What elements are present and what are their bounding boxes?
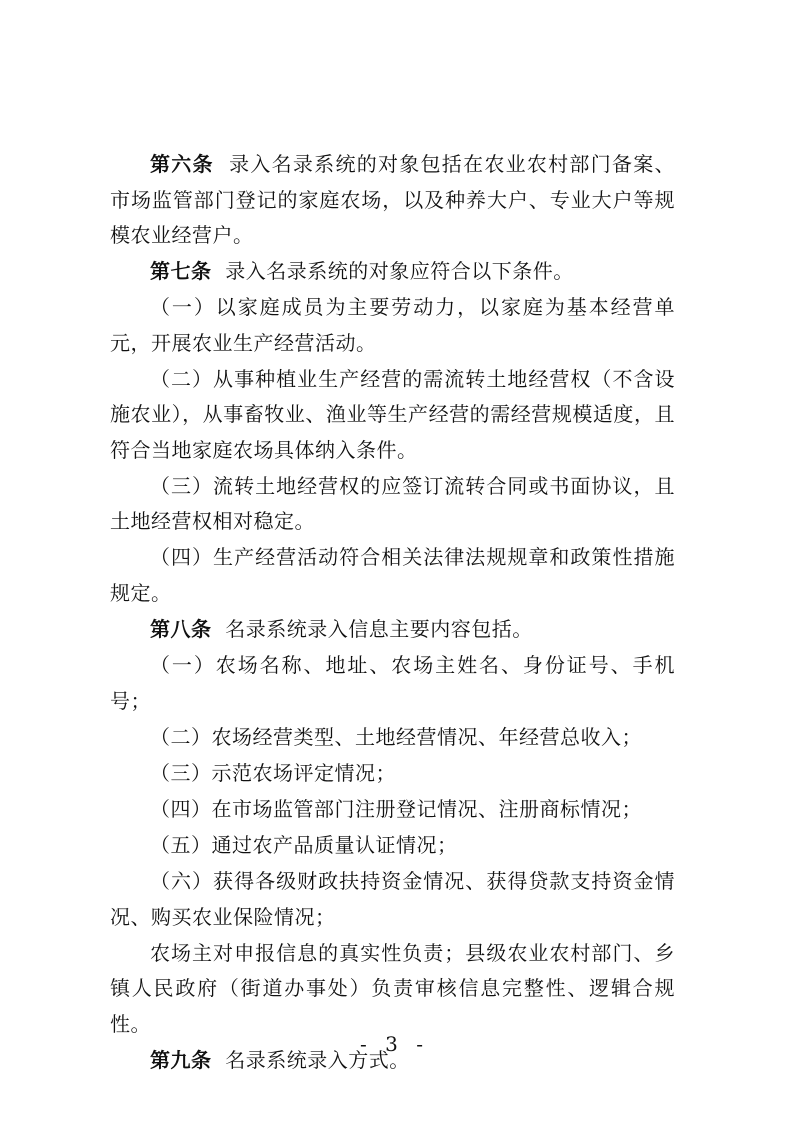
article-7-item-4: [110, 540, 675, 611]
paragraph-text: 名录系统录入方式。: [225, 1047, 410, 1072]
article-8-responsibility: [110, 936, 675, 1043]
paragraph-text: （二）农场经营类型、土地经营情况、年经营总收入；: [150, 724, 642, 749]
article-7-item-3: [110, 469, 675, 540]
paragraph-text: （二）从事种植业生产经营的需流转土地经营权（不含设施农业），从事畜牧业、渔业等生产经营的需经营规模适度，且符合当地家庭农场具体纳入条件。: [110, 366, 675, 462]
paragraph-text: （六）获得各级财政扶持资金情况、获得贷款支持资金情况、购买农业保险情况；: [110, 869, 675, 929]
article-8-item-1: [110, 648, 675, 719]
paragraph-text: 农场主对申报信息的真实性负责；县级农业农村部门、乡镇人民政府（街道办事处）负责审核信息完整性、逻辑合规性。: [110, 940, 675, 1036]
document-body: [110, 147, 675, 1079]
paragraph-text: 录入名录系统的对象应符合以下条件。: [225, 259, 574, 284]
page-number: - 3 -: [360, 1032, 429, 1056]
article-7-item-2: [110, 362, 675, 469]
article-8-item-2: [110, 720, 675, 756]
paragraph-text: （五）通过农产品质量认证情况；: [150, 833, 458, 858]
paragraph-text: 录入名录系统的对象包括在农业农村部门备案、市场监管部门登记的家庭农场，以及种养大户、专业大户等规模农业经营户。: [110, 152, 676, 247]
article-7-item-1: [110, 290, 675, 361]
article-8-item-4: [110, 792, 675, 828]
paragraph-text: （一）以家庭成员为主要劳动力，以家庭为基本经营单元，开展农业生产经营活动。: [110, 295, 675, 355]
article-8-item-5: [110, 828, 675, 864]
paragraph-text: （四）生产经营活动符合相关法律法规规章和政策性措施规定。: [110, 545, 675, 605]
article-heading: 第六条: [150, 152, 214, 176]
paragraph-text: （三）示范农场评定情况；: [150, 760, 396, 785]
paragraph-text: （四）在市场监管部门注册登记情况、注册商标情况；: [150, 796, 642, 821]
paragraph-text: （一）农场名称、地址、农场主姓名、身份证号、手机号；: [110, 653, 675, 713]
article-heading: 第八条: [150, 617, 212, 642]
article-8-item-3: [110, 756, 675, 792]
paragraph-text: （三）流转土地经营权的应签订流转合同或书面协议，且土地经营权相对稳定。: [110, 473, 675, 534]
article-7-paragraph: [110, 254, 675, 290]
article-6-paragraph: [110, 147, 675, 254]
article-8-item-6: [110, 864, 675, 935]
article-8-paragraph: [110, 612, 675, 648]
article-heading: 第九条: [150, 1047, 212, 1072]
article-heading: 第七条: [150, 259, 212, 284]
paragraph-text: 名录系统录入信息主要内容包括。: [225, 617, 533, 642]
